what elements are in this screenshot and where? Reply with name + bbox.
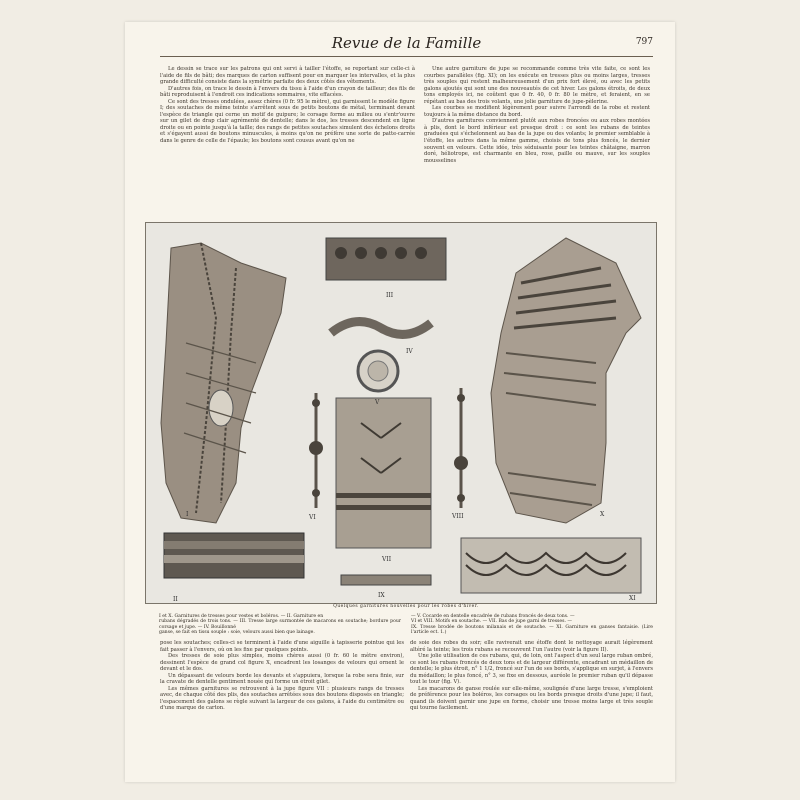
figure-x-bodice: [491, 238, 641, 523]
paragraph: Les macarons de ganse roulée sur elle-même, soulignée d'une large tresse, s'emploient de préférence pour les boléros, les corsages ou les bords presque droits d'une jupe; il faut, quand ils doivent garnir une jupe en forme, choisir une tresse moins large et très souple qui tourne facilement.: [410, 685, 653, 712]
paragraph: Des tresses de soie plus simples, moins chères aussi (0 fr. 60 le mètre environ), dessinent l'espèce de grand col figure X, encadrent les losanges de velours qui ornent le devant et le dos.: [160, 653, 404, 673]
illustration-plate: [145, 222, 657, 604]
paragraph: D'autres fois, on trace le dessin à l'envers du tissu à l'aide d'un crayon de tailleur; des fils de bâti reproduisent à l'endroit ces indications sommaires, vite effacées.: [160, 85, 415, 99]
figure-ix-braid: [341, 575, 431, 585]
label-x: X: [600, 511, 605, 518]
text-column-bottom-left: [160, 640, 404, 712]
caption-line: I et X. Garnitures de tresses pour vestes et boléros. — II. Garniture en: [159, 613, 324, 619]
caption-line: — V. Cocarde en dentelle encadrée de rubans froncés de deux tons. —: [411, 613, 575, 619]
figure-caption: [159, 604, 653, 636]
magazine-page: [125, 22, 675, 782]
label-i: I: [186, 511, 189, 518]
label-viii: VIII: [452, 513, 464, 520]
label-vi: VI: [309, 514, 316, 521]
label-ii: II: [173, 596, 178, 603]
figure-i-bodice: [161, 243, 286, 523]
paragraph: Les mêmes garnitures se retrouvent à la jupe figure VII : plusieurs rangs de tresses avec, de chaque côté des plis, des soutaches arrêtées sous des boutons disposés en triangle; l'espacement des galons se règle suivant la largeur de ces galons, à l'aide du centimètre ou d'une marque de carton.: [160, 685, 404, 712]
label-v: V: [375, 399, 380, 406]
paragraph: Un dépassant de velours borde les devants et s'appuiera, lorsque la robe sera finie, sur la cravate de dentelle gentiment nouée qui forme un étroit gilet.: [160, 672, 404, 686]
caption-line: ganse, se fait en tissu souple : soie, velours aussi bien que lainage.: [159, 630, 315, 636]
paragraph: Ce sont des tresses ondulées, assez chères (0 fr. 95 le mètre), qui garnissent le modèle figure I; des soutaches de même teinte s'arrêtent sous de petits boutons de métal, terminant devant l'espèce de triangle qui cerne un motif de guipure; le corsage forme au milieu ou s'entr'ouvre sur un gilet de drap clair agrémenté de dentelle; dans le dos, les tresses descendent en ligne droite ou en pointe jusqu'à la taille; des rangs de petites soutaches simulent des échelons droits et s'égayent aussi de boutons minuscules, à moins qu'on ne préfère une sorte de patte-carrée dans le genre de celle de l'épaule; les boutons sont cousus avant qu'on ne: [160, 98, 415, 145]
page-title: Revue de la Famille: [331, 34, 482, 52]
figure-xi-garland: [461, 538, 641, 593]
page-number: 797: [635, 37, 653, 47]
figure-iv-ruching: [331, 322, 431, 335]
label-iv: IV: [406, 348, 413, 355]
figure-vii-skirt: [336, 398, 431, 548]
label-xi: XI: [629, 595, 636, 602]
caption-line: IX. Tresse brodée de boutons milanais et de soutache. — XI. Garniture en ganses fantaisie. (Lire l'article ect. 1.): [411, 624, 653, 636]
paragraph: Les courbes se modifient légèrement pour suivre l'arrondi de la robe et restent toujours à la même distance du bord.: [424, 105, 650, 118]
text-column-right: [424, 66, 650, 164]
caption-left: [159, 614, 401, 636]
label-iii: III: [386, 292, 394, 299]
paragraph: D'autres garnitures conviennent plutôt aux robes froncées ou aux robes montées à plis, dont le bord inférieur est presque droit : ce sont les rubans de teintes graduées qui s'échelonnent au bas de la jupe ou des volants; le premier semblable à l'étoffe, les autres dans la même gamme, choisis de tons plus foncés, le dernier souvent en velours. Cette idée, très séduisante pour les teintes châtaigne, marron doré, héliotrope, est charmante en bleu, rose, paille ou mauve, sur les souples mousselines: [424, 118, 650, 164]
garments-illustration: [146, 223, 656, 603]
text-column-bottom-right: [410, 640, 653, 712]
label-vii: VII: [382, 556, 392, 563]
paragraph: Une autre garniture de jupe se recommande comme très vite faite, ce sont les courbes parallèles (fig. XI); on les exécute en tresses plus ou moins larges, tresses très souples qui restent malheureusement d'un prix fort élevé, ou avec les petits galons ajoutés qui sont une des nouveautés de cet hiver. Les galons étroits, de deux tons employés ici, ne coûtent que 0 fr. 40, 0 fr. 80 le mètre, et feraient, en se répétant au bas des trois volants, une jolie garniture de jupe-pèlerine.: [424, 66, 650, 105]
paragraph: Une jolie utilisation de ces rubans, qui, de loin, ont l'aspect d'un seul large ruban ombré, ce sont les rubans froncés de deux tons et de largeur différente, encadrant un médaillon de dentelle; le plus étroit, n° 1 1/2, froncé sur l'un de ses bords, s'applique en surjet, à l'envers du médaillon; le plus foncé, n° 3, se fixe en dessous, auréole le premier ruban qu'il dépasse tout le tour (fig. V).: [410, 653, 653, 686]
figure-iii-band: [326, 238, 446, 280]
caption-line: VI et VIII. Motifs en soutache. — VII. Bas de jupe garni de tresses. —: [411, 619, 572, 625]
page-header: [160, 34, 653, 57]
paragraph: de soie des robes du soir; elle raviverait une étoffe dont le nettoyage aurait légèrement altéré la teinte; les trois rubans se recouvrent l'un l'autre (voir la figure II).: [410, 640, 653, 653]
caption-right: [411, 614, 653, 636]
paragraph: Le dessin se trace sur les patrons qui ont servi à tailler l'étoffe, se reportant sur celle-ci à l'aide de fils de bâti; des marques de carton suffisent pour en marquer les intervalles, et la plus grande difficulté consiste dans la symétrie parfaite des deux côtés des vêtements.: [160, 66, 415, 86]
label-ix: IX: [378, 592, 385, 599]
caption-title: Quelques garnitures nouvelles pour les robes d'hiver.: [333, 604, 479, 609]
text-column-left: [160, 66, 415, 145]
paragraph: pose les soutaches; celles-ci se terminent à l'aide d'une aiguille à tapisserie pointue qui les fait passer à l'envers, où on les fixe par quelques points.: [160, 640, 404, 653]
caption-line: rubans dégradés de trois tons. — III. Tresse large surmontée de macarons en soutache; bordure pour corsage et jupe. — IV. Bouillonné: [159, 619, 401, 630]
